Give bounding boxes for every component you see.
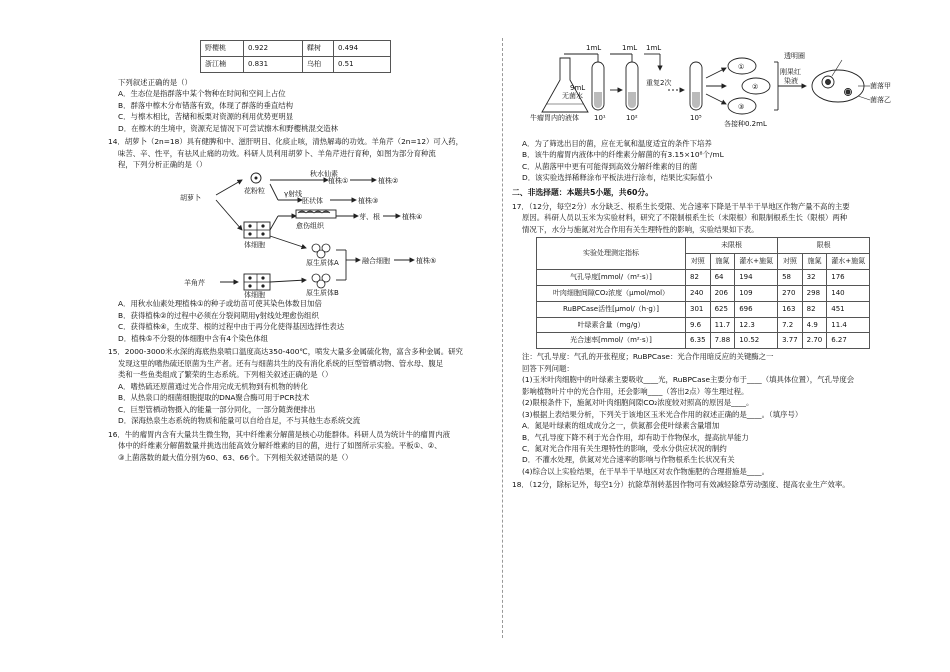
- q18-stem: 18．（12分，除标记外，每空1分）抗除草剂转基因作物可有效减轻除草劳动强度、提高农业生产效率。: [512, 480, 850, 490]
- label-callus: 愈伤组织: [296, 222, 324, 231]
- q17-note: 注：气孔导度：气孔的开张程度；RuBPCase：光合作用暗反应的关键酶之一: [522, 352, 774, 362]
- label-protoplast-a: 原生质体A: [306, 259, 339, 268]
- table-header: 未限根: [686, 238, 778, 254]
- table-cell: 乌桕: [303, 56, 334, 72]
- label-plant3: 植株③: [358, 197, 379, 206]
- q17-option-b: B．气孔导度下降不利于光合作用，却有助于作物保水，提高抗旱能力: [522, 432, 749, 442]
- label-stain: 染液: [784, 77, 798, 85]
- callus-dish-icon: [296, 210, 336, 218]
- q16-option-c: C．从菌落甲中更有可能得到高效分解纤维素的目的菌: [522, 161, 698, 171]
- table-cell: 7.88: [710, 333, 735, 349]
- q14-option-a: A．用秋水仙素处理植株①的种子或幼苗可使其染色体数目加倍: [118, 299, 322, 309]
- label-somatic: 体细胞: [244, 241, 265, 250]
- label-plate-3: ③: [738, 103, 745, 111]
- table-cell: 140: [827, 285, 870, 301]
- q17-subquestion: 影响植物叶片中的光合作用，还会影响____（答出2点）等生理过程。: [522, 386, 749, 396]
- q17-stem-line: 17．（12分，每空2分）水分缺乏、根系生长受限、光合速率下降是干旱半干旱地区作物产量不高的主要: [512, 201, 850, 211]
- table-row: [201, 56, 391, 72]
- tree-table: [200, 40, 391, 73]
- table-cell: 0.51: [334, 56, 391, 72]
- q17-option-d: D．不灌水处理，供氮对光合速率的影响与作物根系生长状况有关: [522, 455, 735, 465]
- table-header: 施氮: [710, 254, 735, 270]
- q16-option-b: B．该牛的瘤胃内液体中的纤维素分解菌的有3.15×10⁸个/mL: [522, 150, 724, 160]
- q15-stem-line: 15．2000-3000米水深的海底热泉喷口温度高达350-400℃，喷发大量多金属硫化物，富含多种金属。研究: [108, 347, 463, 357]
- table-cell: 451: [827, 301, 870, 317]
- protoplast-icon: [312, 274, 330, 288]
- q17-answer-intro: 回答下列问题：: [522, 363, 574, 373]
- label-colchicine: 秋水仙素: [310, 170, 338, 179]
- q16-option-a: A．为了筛选出目的菌，应在无氧和温度适宜的条件下培养: [522, 139, 712, 148]
- q15-option-d: D．深海热泉生态系统的物质和能量可以自给自足，不与其他生态系统交流: [118, 416, 361, 426]
- label-plate-2: ②: [752, 83, 759, 91]
- label-sterile-water: 无菌水: [562, 92, 583, 100]
- row-label: 叶绿素含量（mg/g）: [537, 317, 686, 333]
- label-protoplast-b: 原生质体B: [306, 289, 339, 298]
- q17-option-a: A．氮是叶绿素的组成成分之一，供氮都会使叶绿素含量增加: [522, 421, 720, 431]
- table-cell: 2.70: [802, 333, 827, 349]
- table-cell: 0.494: [334, 41, 391, 57]
- label-gamma: γ射线: [284, 190, 303, 199]
- q14-option-d: D．植株⑤不分裂的体细胞中含有4个染色体组: [118, 333, 269, 343]
- label-celery: 羊角芹: [184, 279, 205, 288]
- table-header: 实验处理测定指标: [537, 238, 686, 270]
- table-cell: 4.9: [802, 317, 827, 333]
- label-fusion: 融合细胞: [362, 257, 390, 266]
- table-header: 对照: [686, 254, 711, 270]
- table-cell: 野樱桃: [201, 41, 244, 57]
- label-bud-root: 芽、根: [359, 213, 380, 222]
- table-cell: 0.831: [244, 56, 303, 72]
- breeding-diagram: [178, 170, 478, 298]
- label-1ml-a: 1mL: [586, 44, 602, 52]
- q16-stem-line: 体中的纤维素分解菌数量并挑选出能高效分解纤维素的目的菌，进行了如图所示实验。平板①、②、: [118, 441, 442, 451]
- q16-stem-line: ③上菌落数的最大值分别为60、63、66个。下列相关叙述错误的是（）: [118, 452, 353, 462]
- q17-subquestion: (4)综合以上实验结果，在干旱半干旱地区对农作物施肥的合理措施是____。: [522, 466, 769, 476]
- table-header: 灌水+施氮: [735, 254, 778, 270]
- q15-stem-line: 发现这里的嗜热硫还原菌为生产者。还有与细菌共生的没有消化系统的巨型管栖动物、管水母、腹足: [118, 358, 444, 368]
- label-dilution-1: 10¹: [594, 114, 606, 122]
- q16-stem-line: 16．牛的瘤胃内含有大量共生微生物，其中纤维素分解菌是核心功能群体。科研人员为统计牛的瘤胃内液: [108, 429, 450, 439]
- table-cell: 301: [686, 301, 711, 317]
- q14-option-c: C．获得植株④，生成芽、根的过程中由于再分化使得基因选择性表达: [118, 322, 345, 332]
- label-plant2: 植株②: [378, 177, 399, 186]
- somatic-cell-icon: [244, 222, 270, 238]
- table-cell: 625: [710, 301, 735, 317]
- q17-stem-line: 原因。科研人员以玉米为实验材料，研究了不限制根系生长（未限根）和限制根系生长（限根）两种: [522, 213, 848, 223]
- label-9ml: 9mL: [570, 84, 586, 92]
- table-cell: 鞣树: [303, 41, 334, 57]
- table-header-row: [537, 238, 870, 254]
- table-cell: 240: [686, 285, 711, 301]
- table-cell: 163: [778, 301, 803, 317]
- q17-stem-line: 情况下，水分与施氮对光合作用有关生理特性的影响，实验结果如下表。: [522, 224, 759, 234]
- table-cell: 82: [802, 301, 827, 317]
- pollen-icon: [251, 173, 261, 183]
- table-cell: 32: [802, 270, 827, 286]
- table-header: 限根: [778, 238, 870, 254]
- label-plant4: 植株④: [402, 213, 423, 222]
- table-cell: 3.77: [778, 333, 803, 349]
- label-plant1: 植株①: [328, 177, 349, 186]
- q15-option-c: C．巨型管栖动物摄入的能量一部分同化，一部分随粪便排出: [118, 404, 316, 414]
- table-cell: 176: [827, 270, 870, 286]
- q13-option-b: B．群落中檫木分布错落有致，体现了群落的垂直结构: [118, 100, 294, 110]
- table-cell: 11.4: [827, 317, 870, 333]
- q13-option-a: A．生态位是指群落中某个物种在时间和空间上占位: [118, 89, 286, 99]
- q15-option-a: A．嗜热硫还原菌通过光合作用完成无机物到有机物的转化: [118, 381, 308, 391]
- q17-option-c: C．氮对光合作用有关生理特性的影响，受水分供应状况的制约: [522, 444, 727, 454]
- table-row: [537, 301, 870, 317]
- row-label: 光合速率[mmol/（m²·s）]: [537, 333, 686, 349]
- table-cell: 7.2: [778, 317, 803, 333]
- table-row: [537, 317, 870, 333]
- section-heading: 二、非选择题：本题共5小题，共60分。: [512, 187, 654, 197]
- label-pollen: 花粉粒: [244, 187, 265, 196]
- table-cell: 82: [686, 270, 711, 286]
- q14-stem-line: 味苦、辛、性平，有祛风止痛的功效。科研人员利用胡萝卜、羊角芹进行育种，如图为部分育种流: [118, 148, 436, 158]
- table-cell: 298: [802, 285, 827, 301]
- table-cell: 0.922: [244, 41, 303, 57]
- table-row: [537, 333, 870, 349]
- q17-subquestion: (1)玉米叶肉细胞中的叶绿素主要吸收____光，RuBPCase主要分布于____（填具体位置），气孔导度会: [522, 375, 855, 385]
- table-header: 施氮: [802, 254, 827, 270]
- table-cell: 206: [710, 285, 735, 301]
- q17-subquestion: (3)根据上表结果分析，下列关于该地区玉米光合作用的叙述正确的是____。（填序号）: [522, 409, 803, 419]
- q14-stem-line: 程，下列分析正确的是（）: [118, 159, 207, 169]
- table-header: 对照: [778, 254, 803, 270]
- label-clear-zone: 透明圈: [784, 52, 805, 60]
- q16-option-d: D．该实验选择稀释涂布平板法进行涂布，结果比实际值小: [522, 173, 713, 183]
- table-cell: 58: [778, 270, 803, 286]
- table-cell: 194: [735, 270, 778, 286]
- label-colony-a: 菌落甲: [870, 82, 891, 90]
- table-cell: 浙江楠: [201, 56, 244, 72]
- somatic-cell-icon: [244, 274, 270, 290]
- label-carrot: 胡萝卜: [180, 194, 201, 203]
- q13-option-d: D．在檫木的生境中，资源充足情况下可尝试擦木和野樱桃混交造林: [118, 123, 339, 133]
- label-1ml-c: 1mL: [646, 44, 662, 52]
- label-plate-1: ①: [738, 63, 745, 71]
- label-inoculate: 各接种0.2mL: [724, 120, 767, 128]
- q17-subquestion: (2)限根条件下，施氮对叶肉细胞间隙CO₂浓度较对照高的原因是____。: [522, 398, 754, 408]
- right-column: [512, 40, 892, 491]
- q15-option-b: B．从热泉口的细菌细胞提取的DNA聚合酶可用于PCR技术: [118, 393, 310, 403]
- stained-plate-icon: [812, 70, 864, 102]
- protoplast-icon: [312, 244, 330, 258]
- table-header: 灌水+施氮: [827, 254, 870, 270]
- label-plant5: 植株⑤: [416, 257, 437, 266]
- label-1ml-b: 1mL: [622, 44, 638, 52]
- label-colony-b: 菌落乙: [870, 96, 891, 104]
- label-dilution-5: 10⁵: [690, 114, 702, 122]
- table-row: [537, 285, 870, 301]
- table-cell: 270: [778, 285, 803, 301]
- table-cell: 12.3: [735, 317, 778, 333]
- row-label: RuBPCase活性[μmol/（h·g）]: [537, 301, 686, 317]
- column-divider: [502, 38, 503, 638]
- row-label: 气孔导度[mmol/（m²·s）]: [537, 270, 686, 286]
- table-cell: 6.27: [827, 333, 870, 349]
- table-cell: 64: [710, 270, 735, 286]
- q14-stem-line: 14．胡萝卜（2n=18）具有健脾和中、滋肝明目、化痰止咳，清热解毒的功效。羊角芹（2n=12）可入药，: [108, 137, 463, 147]
- table-row: [201, 41, 391, 57]
- table-cell: 6.35: [686, 333, 711, 349]
- q17-data-table: [536, 237, 870, 349]
- q15-stem-line: 类和一些鱼类组成了繁荣的生态系统。下列相关叙述正确的是（）: [118, 370, 333, 380]
- table-cell: 696: [735, 301, 778, 317]
- left-column: [108, 40, 490, 463]
- q13-stem: 下列叙述正确的是（）: [118, 77, 192, 87]
- table-cell: 10.52: [735, 333, 778, 349]
- dilution-diagram: [512, 40, 892, 132]
- label-repeat: 重复2次: [646, 79, 672, 87]
- row-label: 叶肉细胞间隙CO₂浓度（μmol/mol）: [537, 285, 686, 301]
- label-embryoid: 胚状体: [302, 197, 323, 206]
- label-dilution-2: 10²: [626, 114, 638, 122]
- table-row: [537, 270, 870, 286]
- q14-option-b: B．获得植株②的过程中必须在分裂间期用γ射线处理愈伤组织: [118, 310, 319, 320]
- label-congo-red: 刚果红: [780, 68, 801, 76]
- q13-option-c: C．与檫木相比，苦槠和板栗对资源的利用优势更明显: [118, 112, 294, 122]
- table-cell: 109: [735, 285, 778, 301]
- table-cell: 9.6: [686, 317, 711, 333]
- label-rumen-liquid: 牛瘤胃内的液体: [530, 114, 579, 122]
- label-somatic-2: 体细胞: [244, 291, 265, 299]
- table-cell: 11.7: [710, 317, 735, 333]
